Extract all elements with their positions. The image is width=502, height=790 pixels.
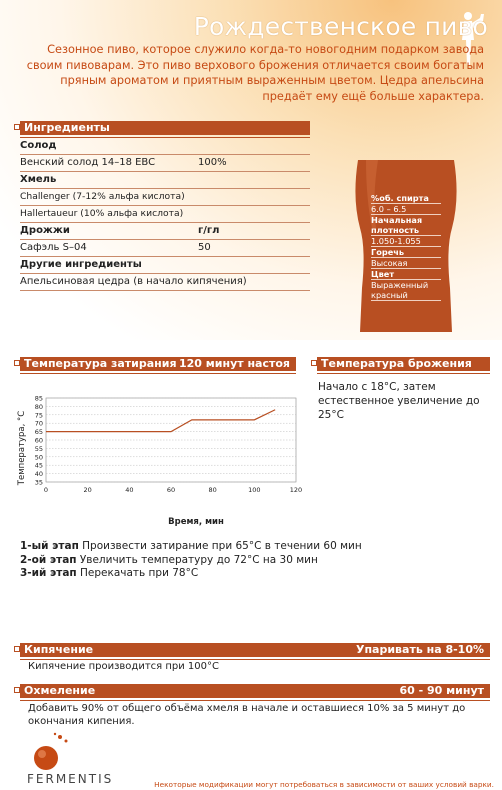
yeast-unit: г/гл	[198, 225, 220, 236]
boil-header	[20, 643, 490, 657]
malt-value: 100%	[198, 157, 227, 168]
color-label: Цвет	[371, 269, 441, 280]
step-text: Перекачать при 78°C	[76, 567, 199, 579]
x-tick-label: 0	[43, 486, 49, 494]
x-tick-label: 120	[289, 486, 303, 494]
hop-name: Challenger (7-12% альфа кислота)	[20, 191, 185, 202]
hopping-title: Охмеление	[24, 684, 96, 697]
step-label: 3-ий этап	[20, 567, 77, 579]
y-tick-label: 75	[34, 411, 43, 420]
x-tick-label: 40	[125, 486, 134, 494]
fermentation-header	[317, 357, 490, 371]
list-item	[20, 554, 362, 568]
footnote: Некоторые модификации могут потребоваться в зависимости от ваших условий варки.	[154, 780, 494, 789]
step-label: 2-ой этап	[20, 553, 77, 566]
y-tick-label: 40	[34, 470, 43, 479]
y-tick-label: 80	[34, 402, 43, 411]
yeast-name: Сафэль S–04	[20, 242, 87, 253]
y-tick-label: 45	[34, 461, 43, 470]
x-tick-label: 100	[248, 486, 261, 494]
y-tick-label: 60	[34, 436, 43, 445]
beer-description: Сезонное пиво, которое служило когда-то новогодним подарком завода своим пивоварам. Это пиво верхового брожения отличается своим богатым пряным ароматом и приятным выраженным цветом. Цедра апельсина предаёт ему ещё больше характера.	[26, 43, 484, 103]
malt-name: Венский солод 14–18 EBC	[20, 157, 156, 168]
abv-label: %об. спирта	[371, 193, 441, 204]
y-tick-label: 35	[34, 478, 43, 487]
malt-heading: Солод	[20, 140, 57, 151]
table-row	[20, 223, 310, 240]
other-name: Апельсиновая цедра (в начало кипячения)	[20, 276, 247, 287]
x-tick-label: 20	[83, 486, 92, 494]
page-title: Рождественское пиво	[193, 12, 488, 41]
list-item	[20, 540, 362, 554]
x-tick-label: 80	[208, 486, 217, 494]
step-text: Увеличить температуру до 72°C на 30 мин	[76, 553, 318, 566]
list-item	[20, 567, 362, 581]
y-tick-label: 55	[34, 444, 43, 453]
y-axis-label: Температура, °C	[17, 410, 27, 486]
ingredients-title: Ингредиенты	[24, 121, 110, 134]
x-tick-label: 60	[166, 486, 176, 494]
yeast-value: 50	[198, 242, 211, 253]
x-axis-label: Время, мин	[168, 517, 224, 527]
bitterness-label: Горечь	[371, 247, 441, 258]
bitterness-value: Высокая	[371, 258, 441, 269]
bullet-icon	[14, 687, 20, 693]
hopping-text: Добавить 90% от общего объёма хмеля в начале и оставшиеся 10% за 5 минут до окончания кипения.	[28, 703, 466, 727]
fermentation-text: Начало с 18°C, затем естественное увеличение до 25°C	[318, 381, 480, 421]
table-row	[20, 274, 310, 291]
table-row	[20, 155, 310, 172]
table-row	[20, 206, 310, 223]
table-row	[20, 257, 310, 274]
color-value: Выраженный красный	[371, 280, 441, 301]
y-tick-label: 65	[34, 428, 43, 437]
boil-note: Упаривать на 8-10%	[355, 643, 484, 656]
y-tick-label: 50	[34, 453, 43, 462]
boil-title: Кипячение	[24, 643, 94, 656]
mash-header	[20, 357, 296, 371]
boil-text: Кипячение производится при 100°C	[28, 661, 219, 672]
mash-temperature-chart	[14, 390, 304, 530]
table-row	[20, 189, 310, 206]
hop-name: Hallertaueur (10% альфа кислота)	[20, 208, 184, 219]
yeast-heading: Дрожжи	[20, 225, 70, 236]
og-value: 1.050-1.055	[371, 236, 441, 247]
brand-name: FERMENTIS	[27, 772, 114, 786]
og-label: Начальная плотность	[371, 215, 441, 236]
ingredients-table	[20, 138, 310, 291]
hops-heading: Хмель	[20, 174, 57, 185]
fermentation-title: Температура брожения	[321, 357, 472, 370]
y-tick-label: 70	[34, 419, 43, 428]
abv-value: 6.0 – 6.5	[371, 204, 441, 215]
table-row	[20, 240, 310, 257]
mash-duration: 120 минут настоя	[178, 357, 290, 370]
fermentis-logo-icon	[26, 732, 76, 772]
bullet-icon	[14, 360, 20, 366]
ingredients-header	[20, 121, 310, 135]
hopping-header	[20, 684, 490, 698]
hopping-time: 60 - 90 минут	[399, 684, 484, 697]
bullet-icon	[311, 360, 317, 366]
table-row	[20, 172, 310, 189]
y-tick-label: 85	[34, 394, 43, 403]
bullet-icon	[14, 124, 20, 130]
bullet-icon	[14, 646, 20, 652]
mash-title: Температура затирания	[24, 357, 177, 370]
other-heading: Другие ингредиенты	[20, 259, 142, 270]
step-text: Произвести затирание при 65°C в течении 60 мин	[78, 540, 362, 552]
beer-stats	[371, 193, 441, 301]
mash-steps	[20, 540, 362, 581]
step-label: 1-ый этап	[20, 540, 79, 552]
table-row	[20, 138, 310, 155]
